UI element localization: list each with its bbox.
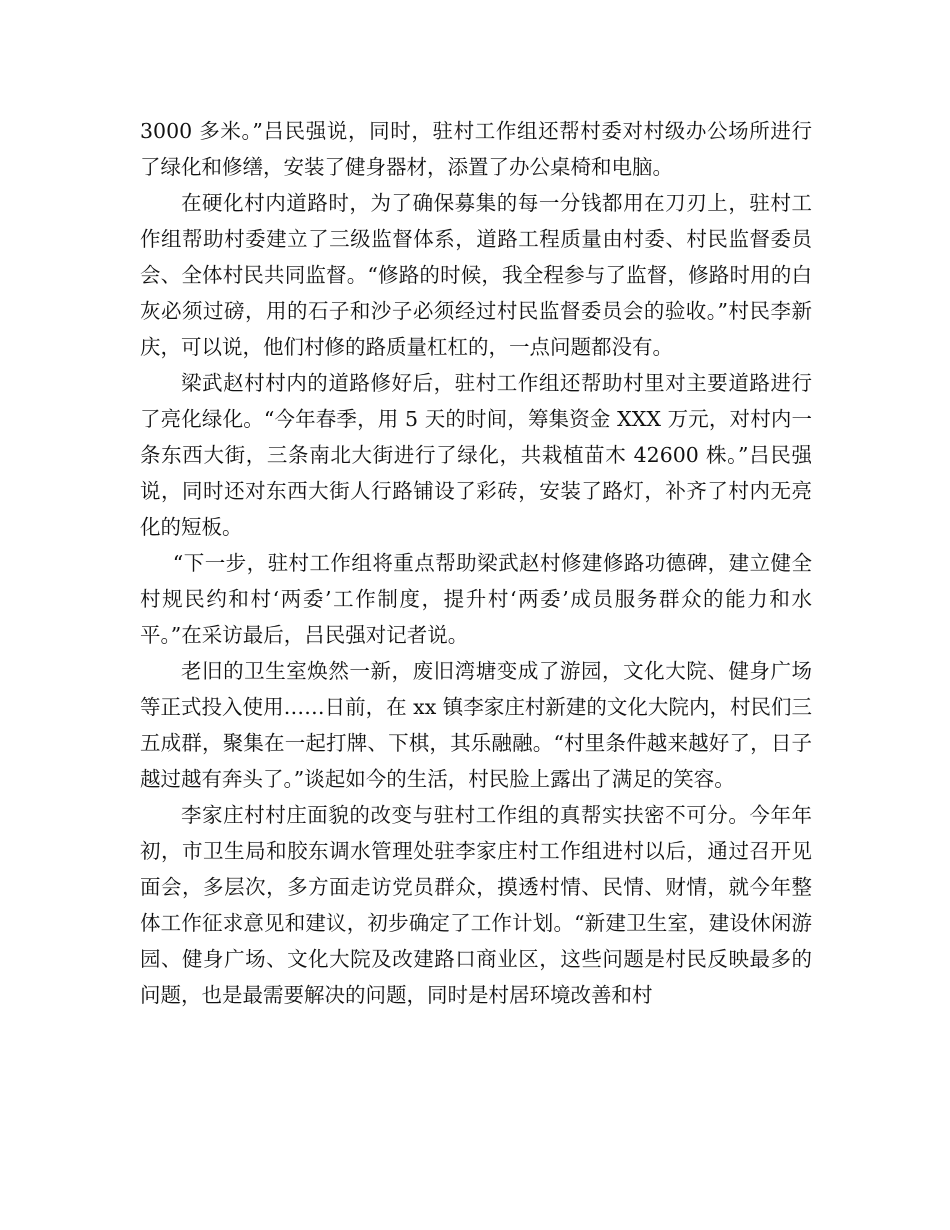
paragraph-6: 李家庄村村庄面貌的改变与驻村工作组的真帮实扶密不可分。今年年初，市卫生局和胶东调水管理处驻李家庄村工作组进村以后，通过召开见面会，多层次，多方面走访党员群众，摸透村情、民情、财情，就今年整体工作征求意见和建议，初步确定了工作计划。“新建卫生室，建设休闲游园、健身广场、文化大院及改建路口商业区，这些问题是村民反映最多的问题，也是最需要解决的问题，同时是村居环境改善和村 — [140, 803, 812, 1007]
article-body — [140, 113, 812, 1013]
paragraph-3: 梁武赵村村内的道路修好后，驻村工作组还帮助村里对主要道路进行了亮化绿化。“今年春季，用 5 天的时间，筹集资金 XXX 万元，对村内一条东西大街，三条南北大街进行了绿化，共栽植苗木 42600 株。”吕民强说，同时还对东西大街人行路铺设了彩砖，安装了路灯，补齐了村内无亮化的短板。 — [140, 371, 812, 539]
paragraph-5: 老旧的卫生室焕然一新，废旧湾塘变成了游园，文化大院、健身广场等正式投入使用……日前，在 xx 镇李家庄村新建的文化大院内，村民们三五成群，聚集在一起打牌、下棋，其乐融融。“村里条件越来越好了，日子越过越有奔头了。”谈起如今的生活，村民脸上露出了满足的笑容。 — [140, 659, 812, 791]
paragraph-2: 在硬化村内道路时，为了确保募集的每一分钱都用在刀刃上，驻村工作组帮助村委建立了三级监督体系，道路工程质量由村委、村民监督委员会、全体村民共同监督。“修路的时候，我全程参与了监督，修路时用的白灰必须过磅，用的石子和沙子必须经过村民监督委员会的验收。”村民李新庆，可以说，他们村修的路质量杠杠的，一点问题都没有。 — [140, 191, 812, 359]
paragraph-1: 3000 多米。”吕民强说，同时，驻村工作组还帮村委对村级办公场所进行了绿化和修缮，安装了健身器材，添置了办公桌椅和电脑。 — [140, 119, 812, 179]
paragraph-4: “下一步，驻村工作组将重点帮助梁武赵村修建修路功德碑，建立健全村规民约和村‘两委’工作制度，提升村‘两委’成员服务群众的能力和水平。”在采访最后，吕民强对记者说。 — [140, 551, 812, 647]
